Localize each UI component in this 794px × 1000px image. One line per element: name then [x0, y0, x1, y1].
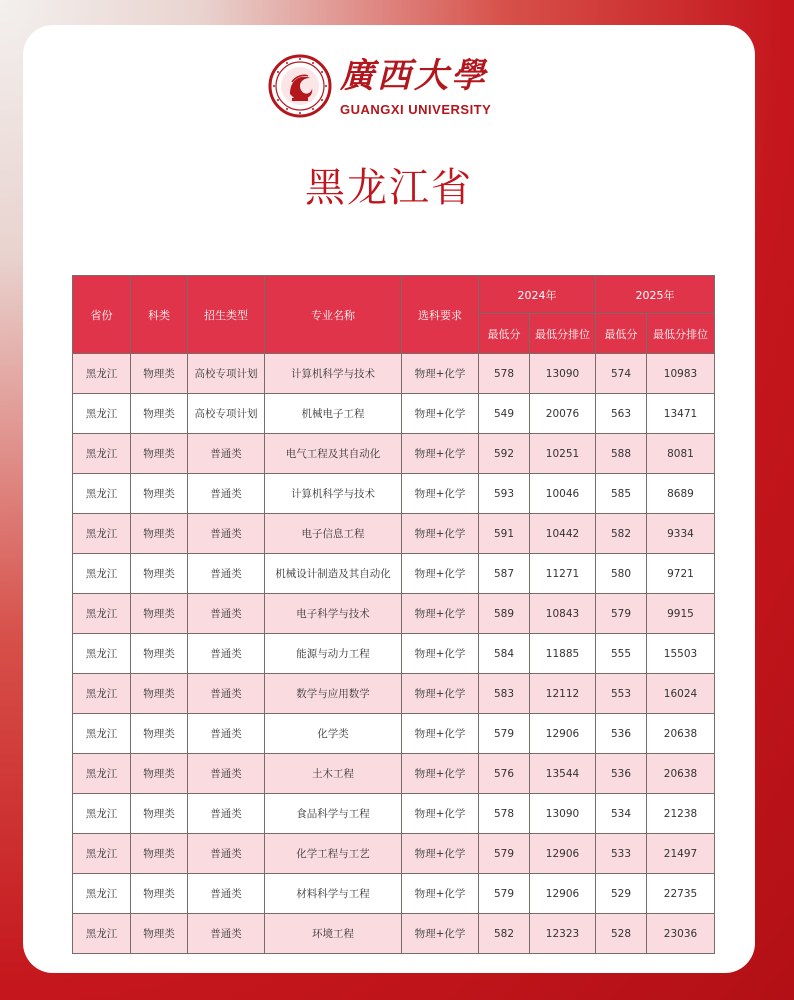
cell-2025-min-rank: 16024 — [647, 674, 715, 714]
cell-admission-type: 普通类 — [188, 474, 265, 514]
cell-major: 机械设计制造及其自动化 — [265, 554, 402, 594]
cell-2024-min-rank: 13090 — [530, 794, 596, 834]
cell-province: 黑龙江 — [73, 474, 131, 514]
cell-requirement: 物理+化学 — [402, 394, 479, 434]
cell-subject: 物理类 — [131, 434, 188, 474]
cell-requirement: 物理+化学 — [402, 874, 479, 914]
cell-admission-type: 普通类 — [188, 754, 265, 794]
guangxi-university-emblem-icon — [268, 54, 332, 118]
cell-2025-min-rank: 13471 — [647, 394, 715, 434]
cell-requirement: 物理+化学 — [402, 354, 479, 394]
cell-province: 黑龙江 — [73, 914, 131, 954]
cell-2025-min-rank: 15503 — [647, 634, 715, 674]
cell-2025-min-score: 534 — [596, 794, 647, 834]
cell-province: 黑龙江 — [73, 834, 131, 874]
cell-major: 机械电子工程 — [265, 394, 402, 434]
cell-subject: 物理类 — [131, 354, 188, 394]
table-row — [73, 394, 715, 434]
page-title: 黑龙江省 — [305, 165, 473, 211]
cell-major: 电气工程及其自动化 — [265, 434, 402, 474]
cell-major: 土木工程 — [265, 754, 402, 794]
header-requirement: 选科要求 — [402, 276, 479, 354]
cell-2025-min-score: 563 — [596, 394, 647, 434]
cell-admission-type: 普通类 — [188, 914, 265, 954]
cell-2024-min-rank: 11271 — [530, 554, 596, 594]
cell-2024-min-rank: 10843 — [530, 594, 596, 634]
cell-2024-min-rank: 13090 — [530, 354, 596, 394]
cell-2024-min-score: 583 — [479, 674, 530, 714]
cell-2025-min-score: 533 — [596, 834, 647, 874]
cell-province: 黑龙江 — [73, 634, 131, 674]
cell-admission-type: 普通类 — [188, 634, 265, 674]
cell-major: 环境工程 — [265, 914, 402, 954]
cell-subject: 物理类 — [131, 474, 188, 514]
cell-2025-min-rank: 10983 — [647, 354, 715, 394]
cell-requirement: 物理+化学 — [402, 554, 479, 594]
header-admission-type: 招生类型 — [188, 276, 265, 354]
cell-admission-type: 普通类 — [188, 514, 265, 554]
logo-english-name: GUANGXI UNIVERSITY — [340, 102, 492, 117]
cell-2024-min-score: 587 — [479, 554, 530, 594]
cell-admission-type: 普通类 — [188, 794, 265, 834]
cell-2024-min-rank: 11885 — [530, 634, 596, 674]
table-row — [73, 674, 715, 714]
cell-admission-type: 普通类 — [188, 874, 265, 914]
table-row — [73, 754, 715, 794]
cell-admission-type: 高校专项计划 — [188, 394, 265, 434]
cell-major: 材料科学与工程 — [265, 874, 402, 914]
cell-2024-min-score: 549 — [479, 394, 530, 434]
cell-2025-min-rank: 21238 — [647, 794, 715, 834]
table-row — [73, 834, 715, 874]
cell-major: 食品科学与工程 — [265, 794, 402, 834]
cell-requirement: 物理+化学 — [402, 674, 479, 714]
cell-2025-min-score: 529 — [596, 874, 647, 914]
cell-2024-min-score: 589 — [479, 594, 530, 634]
cell-subject: 物理类 — [131, 874, 188, 914]
table-row — [73, 914, 715, 954]
cell-2024-min-score: 579 — [479, 714, 530, 754]
cell-2024-min-rank: 12906 — [530, 874, 596, 914]
cell-2025-min-rank: 22735 — [647, 874, 715, 914]
cell-requirement: 物理+化学 — [402, 834, 479, 874]
cell-2025-min-rank: 9915 — [647, 594, 715, 634]
cell-subject: 物理类 — [131, 394, 188, 434]
table-row — [73, 794, 715, 834]
cell-2024-min-rank: 20076 — [530, 394, 596, 434]
table-row — [73, 714, 715, 754]
cell-subject: 物理类 — [131, 754, 188, 794]
table-body — [73, 354, 715, 954]
cell-2024-min-rank: 13544 — [530, 754, 596, 794]
cell-province: 黑龙江 — [73, 714, 131, 754]
header-2025-min-score: 最低分 — [596, 314, 647, 354]
table-row — [73, 554, 715, 594]
cell-2025-min-rank: 20638 — [647, 754, 715, 794]
table-row — [73, 594, 715, 634]
cell-2025-min-score: 580 — [596, 554, 647, 594]
cell-province: 黑龙江 — [73, 754, 131, 794]
cell-2024-min-score: 584 — [479, 634, 530, 674]
header-2024-min-rank: 最低分排位 — [530, 314, 596, 354]
cell-2025-min-score: 553 — [596, 674, 647, 714]
cell-requirement: 物理+化学 — [402, 474, 479, 514]
cell-2024-min-rank: 12906 — [530, 834, 596, 874]
cell-2024-min-rank: 12323 — [530, 914, 596, 954]
cell-major: 化学类 — [265, 714, 402, 754]
cell-2025-min-rank: 9721 — [647, 554, 715, 594]
cell-2024-min-rank: 12112 — [530, 674, 596, 714]
cell-subject: 物理类 — [131, 914, 188, 954]
admission-scores-table — [72, 275, 715, 954]
cell-2025-min-rank: 8689 — [647, 474, 715, 514]
cell-2025-min-score: 536 — [596, 754, 647, 794]
cell-2025-min-rank: 9334 — [647, 514, 715, 554]
cell-major: 电子信息工程 — [265, 514, 402, 554]
cell-admission-type: 普通类 — [188, 594, 265, 634]
cell-admission-type: 普通类 — [188, 434, 265, 474]
header-2025-min-rank: 最低分排位 — [647, 314, 715, 354]
cell-province: 黑龙江 — [73, 554, 131, 594]
cell-subject: 物理类 — [131, 514, 188, 554]
cell-2025-min-score: 536 — [596, 714, 647, 754]
cell-2025-min-rank: 20638 — [647, 714, 715, 754]
cell-province: 黑龙江 — [73, 514, 131, 554]
cell-admission-type: 普通类 — [188, 834, 265, 874]
cell-subject: 物理类 — [131, 594, 188, 634]
cell-2024-min-score: 582 — [479, 914, 530, 954]
cell-2024-min-rank: 10442 — [530, 514, 596, 554]
cell-2024-min-score: 576 — [479, 754, 530, 794]
table-row — [73, 354, 715, 394]
cell-2025-min-score: 582 — [596, 514, 647, 554]
logo-chinese-name: 廣西大學 — [340, 56, 488, 96]
cell-requirement: 物理+化学 — [402, 914, 479, 954]
cell-major: 数学与应用数学 — [265, 674, 402, 714]
table-row — [73, 874, 715, 914]
cell-2024-min-rank: 10046 — [530, 474, 596, 514]
cell-2025-min-score: 528 — [596, 914, 647, 954]
cell-province: 黑龙江 — [73, 434, 131, 474]
cell-province: 黑龙江 — [73, 594, 131, 634]
cell-admission-type: 普通类 — [188, 554, 265, 594]
cell-2024-min-score: 591 — [479, 514, 530, 554]
header-major: 专业名称 — [265, 276, 402, 354]
cell-requirement: 物理+化学 — [402, 434, 479, 474]
cell-province: 黑龙江 — [73, 674, 131, 714]
cell-subject: 物理类 — [131, 674, 188, 714]
cell-subject: 物理类 — [131, 794, 188, 834]
cell-2025-min-rank: 8081 — [647, 434, 715, 474]
header-province: 省份 — [73, 276, 131, 354]
table-row — [73, 474, 715, 514]
cell-2025-min-score: 585 — [596, 474, 647, 514]
table-row — [73, 514, 715, 554]
cell-admission-type: 普通类 — [188, 714, 265, 754]
cell-admission-type: 普通类 — [188, 674, 265, 714]
cell-requirement: 物理+化学 — [402, 634, 479, 674]
cell-2024-min-rank: 12906 — [530, 714, 596, 754]
cell-2024-min-score: 579 — [479, 874, 530, 914]
university-logo — [268, 54, 508, 124]
cell-subject: 物理类 — [131, 554, 188, 594]
cell-2024-min-rank: 10251 — [530, 434, 596, 474]
header-year-2025: 2025年 — [596, 276, 715, 314]
header-year-2024: 2024年 — [479, 276, 596, 314]
cell-province: 黑龙江 — [73, 874, 131, 914]
cell-2025-min-rank: 21497 — [647, 834, 715, 874]
cell-requirement: 物理+化学 — [402, 714, 479, 754]
cell-subject: 物理类 — [131, 834, 188, 874]
cell-requirement: 物理+化学 — [402, 514, 479, 554]
cell-subject: 物理类 — [131, 634, 188, 674]
cell-requirement: 物理+化学 — [402, 754, 479, 794]
cell-major: 计算机科学与技术 — [265, 474, 402, 514]
table-row — [73, 434, 715, 474]
table-row — [73, 634, 715, 674]
cell-2024-min-score: 593 — [479, 474, 530, 514]
cell-major: 能源与动力工程 — [265, 634, 402, 674]
cell-2024-min-score: 579 — [479, 834, 530, 874]
cell-requirement: 物理+化学 — [402, 794, 479, 834]
cell-2025-min-rank: 23036 — [647, 914, 715, 954]
cell-province: 黑龙江 — [73, 394, 131, 434]
cell-province: 黑龙江 — [73, 354, 131, 394]
cell-2024-min-score: 578 — [479, 794, 530, 834]
cell-requirement: 物理+化学 — [402, 594, 479, 634]
cell-major: 电子科学与技术 — [265, 594, 402, 634]
header-subject: 科类 — [131, 276, 188, 354]
cell-2025-min-score: 579 — [596, 594, 647, 634]
cell-2025-min-score: 588 — [596, 434, 647, 474]
cell-2025-min-score: 574 — [596, 354, 647, 394]
cell-2024-min-score: 578 — [479, 354, 530, 394]
cell-2025-min-score: 555 — [596, 634, 647, 674]
cell-2024-min-score: 592 — [479, 434, 530, 474]
header-2024-min-score: 最低分 — [479, 314, 530, 354]
cell-admission-type: 高校专项计划 — [188, 354, 265, 394]
cell-major: 化学工程与工艺 — [265, 834, 402, 874]
cell-province: 黑龙江 — [73, 794, 131, 834]
cell-major: 计算机科学与技术 — [265, 354, 402, 394]
cell-subject: 物理类 — [131, 714, 188, 754]
